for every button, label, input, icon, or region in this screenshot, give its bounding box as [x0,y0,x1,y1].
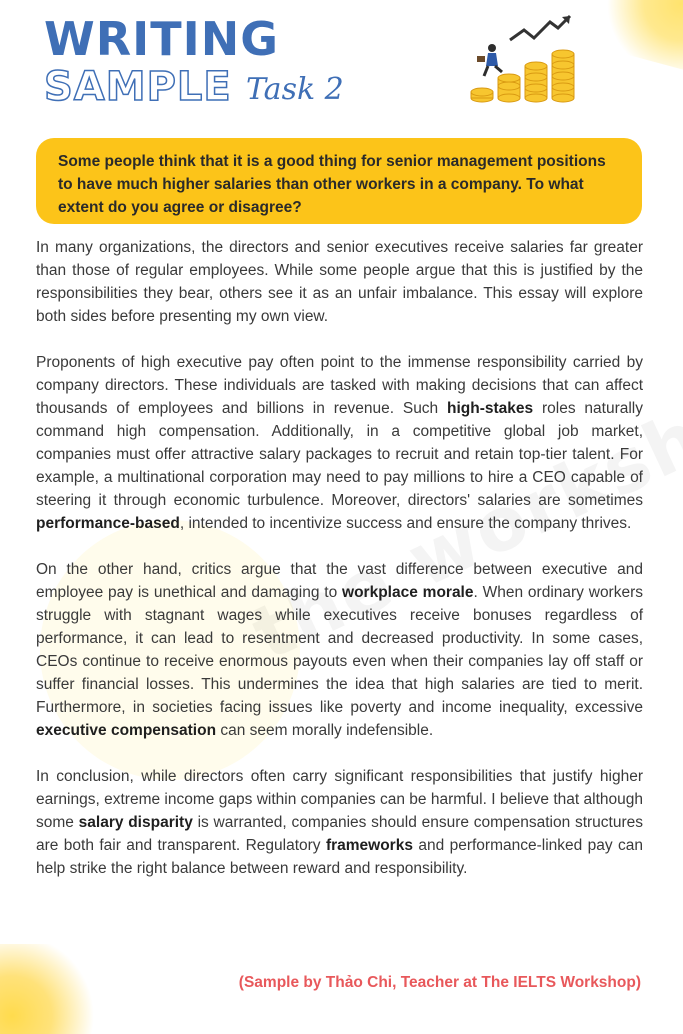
essay-paragraph-2: Proponents of high executive pay often point to the immense responsibility carried by company directors. These individuals are tasked with making decisions that can affect thousands of employees and billions in revenue. Such high-stakes roles naturally command high compensation. Additionally, in a competitive global job market, companies must offer attractive salary packages to recruit and retain top-tier talent. For example, a multinational corporation may need to pay millions to hire a CEO capable of steering it through economic turbulence. Moreover, directors' salaries are sometimes performance-based, intended to incentivize success and ensure the company thrives. [36,354,643,532]
prompt-box: Some people think that it is a good thing for senior management positions to have much higher salaries than other workers in a company. To what extent do you agree or disagree? [36,138,642,224]
highlight-term: frameworks [325,837,413,854]
author-credit: (Sample by Thảo Chi, Teacher at The IELTS Workshop) [238,974,641,991]
corner-decoration-bottom-left [0,944,100,1034]
essay-paragraph-4: In conclusion, while directors often carry significant responsibilities that justify higher earnings, extreme income gaps within companies can be harmful. I believe that although some salary disparity is warranted, companies should ensure compensation structures are both fair and transparent. Regulatory frameworks and performance-linked pay can help strike the right balance between reward and responsibility. [36,768,644,877]
title-sample: SAMPLE [44,64,232,110]
highlight-term: executive compensation [36,722,217,739]
essay-paragraph-1: In many organizations, the directors and senior executives receive salaries far greater than those of regular employees. While some people argue that this is justified by the responsibilities they bear, others see it as an unfair imbalance. This essay will explore both sides before presenting my own view. [36,239,643,325]
highlight-term: salary disparity [78,814,193,831]
essay-body [36,236,643,903]
highlight-term: workplace morale [342,584,474,601]
task-label: Task 2 [246,72,344,107]
title-writing: WRITING [44,12,280,66]
highlight-term: performance-based [36,515,180,532]
essay-paragraph-3: On the other hand, critics argue that the vast difference between executive and employee pay is unethical and damaging to workplace morale. When ordinary workers struggle with stagnant wages while executives receive bonuses regardless of performance, it can lead to resentment and decreased productivity. In some cases, CEOs continue to receive enormous payouts even when their companies lay off staff or suffer financial losses. This undermines the idea that high salaries are tied to merit. Furthermore, in societies facing issues like poverty and income inequality, excessive executive compensation can seem morally indefensible. [36,561,644,739]
businessman-climbing-coin-stacks-icon [470,14,582,110]
highlight-term: high-stakes [447,400,534,417]
corner-decoration-top-right [583,0,683,74]
